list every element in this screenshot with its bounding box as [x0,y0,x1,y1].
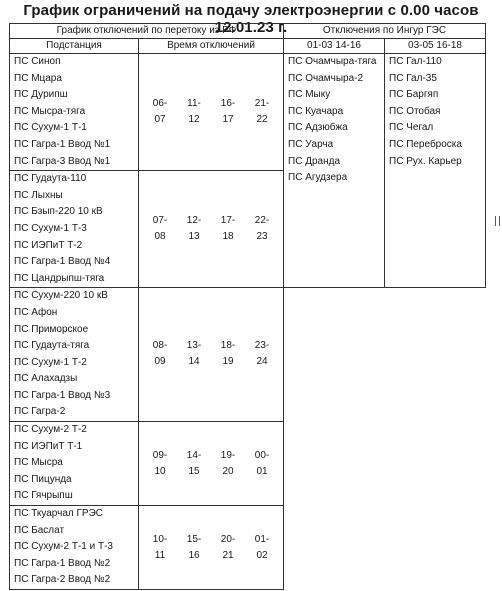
group-1-stations [10,54,139,171]
time-end: 15 [188,466,200,478]
ingur-station: ПС Переброска [389,138,462,150]
ingur-station: ПС Гал-110 [389,56,442,67]
ingur-station: ПС Агудзера [288,172,348,184]
time-end: 11 [154,550,166,562]
time-start: 00- [254,450,270,462]
group-3-times [139,288,284,422]
station: ПС Алахадзы [14,373,78,385]
station: ПС Пицунда [14,473,72,485]
station: ПС Гячрыпш [14,490,73,502]
station: ПС Афон [14,306,58,318]
ingur-station: ПС Отобая [389,105,441,117]
station: ПС Ткуарчал ГРЭС [14,508,104,520]
time-row-end [139,354,283,370]
ingur-col-b-header: 03-05 16-18 [385,39,486,54]
group-2-stations [10,171,139,288]
time-row-start [139,532,283,548]
group-2-times [139,171,284,288]
time-start: 20- [220,534,236,546]
ingur-station: ПС Рух. Карьер [389,155,462,167]
time-col-header: Время отключений [139,39,284,54]
ingur-station: ПС Мыку [288,89,331,101]
station: ПС Дурипш [14,89,68,101]
time-end: 13 [188,231,200,243]
time-start: 18- [220,340,236,352]
time-end: 12 [188,114,200,125]
station: ПС Гагра-2 [14,406,66,418]
time-row-start [139,448,283,464]
rf-header: График отключений по перетоку из РФ [10,24,284,39]
time-start: 08- [152,340,168,352]
station: ПС Синоп [14,56,61,67]
time-end: 21 [222,550,234,562]
time-end: 22 [256,114,268,125]
group-5-times [139,506,284,590]
station: ПС Бзып-220 10 кВ [14,206,103,218]
ingur-header: Отключения по Ингур ГЭС [284,24,486,39]
station: ПС Мысра-тяга [14,105,86,117]
time-end: 07 [154,114,166,125]
time-end: 16 [188,550,200,562]
station: ПС Мцара [14,72,62,84]
group-1-times [139,54,284,171]
station: ПС Приморское [14,323,89,335]
ingur-col-a-header: 01-03 14-16 [284,39,385,54]
station: ПС Баслат [14,524,65,536]
time-row-start [139,213,283,229]
station: ПС Гагра-1 Ввод №3 [14,389,111,401]
station: ПС Гагра-2 Ввод №2 [14,574,111,586]
group-5-stations [10,506,139,590]
time-start: 10- [152,534,168,546]
station: ПС Гагра-1 Ввод №1 [14,138,111,150]
ingur-station: ПС Очамчыра-тяга [288,56,377,67]
time-start: 15- [186,534,202,546]
ingur-list-b [385,54,486,288]
time-start: 17- [220,215,236,227]
ingur-station: ПС Куачара [288,105,344,117]
station: ПС ИЭПиТ Т-2 [14,239,83,251]
schedule-table [9,23,486,590]
time-row-start [139,96,283,112]
ingur-station: ПС Уарча [288,138,334,150]
time-end: 23 [256,231,268,243]
time-start: 01- [254,534,270,546]
time-start: 22- [254,215,270,227]
station: ПС Гагра-1 Ввод №2 [14,557,111,569]
time-end: 09 [154,356,166,368]
ingur-station: ПС Адзюбжа [288,122,348,134]
time-end: 14 [188,356,200,368]
time-end: 08 [154,231,166,243]
time-start: 13- [186,340,202,352]
station: ПС Сухум-220 10 кВ [14,290,108,302]
time-row-end [139,112,283,128]
station: ПС Лыхны [14,189,63,201]
group-4-times [139,422,284,506]
ingur-station: ПС Очамчыра-2 [288,72,364,84]
station: ПС Сухум-1 Т-2 [14,356,87,368]
time-end: 18 [222,231,234,243]
station: ПС Гудаута-тяга [14,340,90,352]
station: ПС ИЭПиТ Т-1 [14,440,83,452]
ingur-station: ПС Гал-35 [389,72,437,84]
page-title: График ограничений на подачу электроэнергии с 0.00 часов 12.01.23 г. [23,2,479,36]
time-start: 09- [152,450,168,462]
time-row-end [139,464,283,480]
time-row-end [139,548,283,564]
time-end: 24 [256,356,268,368]
time-start: 14- [186,450,202,462]
ingur-station: ПС Чегал [389,122,434,134]
group-4-stations [10,422,139,506]
time-end: 10 [154,466,166,478]
time-start: 11- [187,98,201,109]
time-start: 06- [152,98,168,109]
time-start: 12- [186,215,202,227]
time-start: 19- [220,450,236,462]
time-start: 23- [254,340,270,352]
time-end: 17 [222,114,234,125]
time-row-start [139,338,283,354]
station: ПС Гагра-1 Ввод №4 [14,256,111,268]
time-start: 07- [152,215,168,227]
station: ПС Сухум-1 Т-1 [14,122,87,134]
group-3-stations [10,288,139,422]
time-end: 01 [256,466,268,478]
station: ПС Гудаута-110 [14,173,87,185]
station: ПС Сухум-2 Т-2 [14,424,87,436]
empty-area [284,288,486,590]
station: ПС Сухум-2 Т-1 и Т-3 [14,541,113,553]
ingur-station: ПС Баргяп [389,89,439,101]
time-row-end [139,229,283,245]
time-end: 02 [256,550,268,562]
time-end: 20 [222,466,234,478]
station: ПС Гагра-3 Ввод №1 [14,155,111,167]
edge-mark [495,216,500,226]
station: ПС Цандрыпш-тяга [14,272,105,284]
ingur-list-a [284,54,385,288]
substation-col-header: Подстанция [10,39,139,54]
time-start: 21- [254,98,270,109]
station: ПС Мысра [14,457,63,469]
ingur-station: ПС Дранда [288,155,341,167]
time-start: 16- [220,98,236,109]
time-end: 19 [222,356,234,368]
station: ПС Сухум-1 Т-3 [14,222,87,234]
